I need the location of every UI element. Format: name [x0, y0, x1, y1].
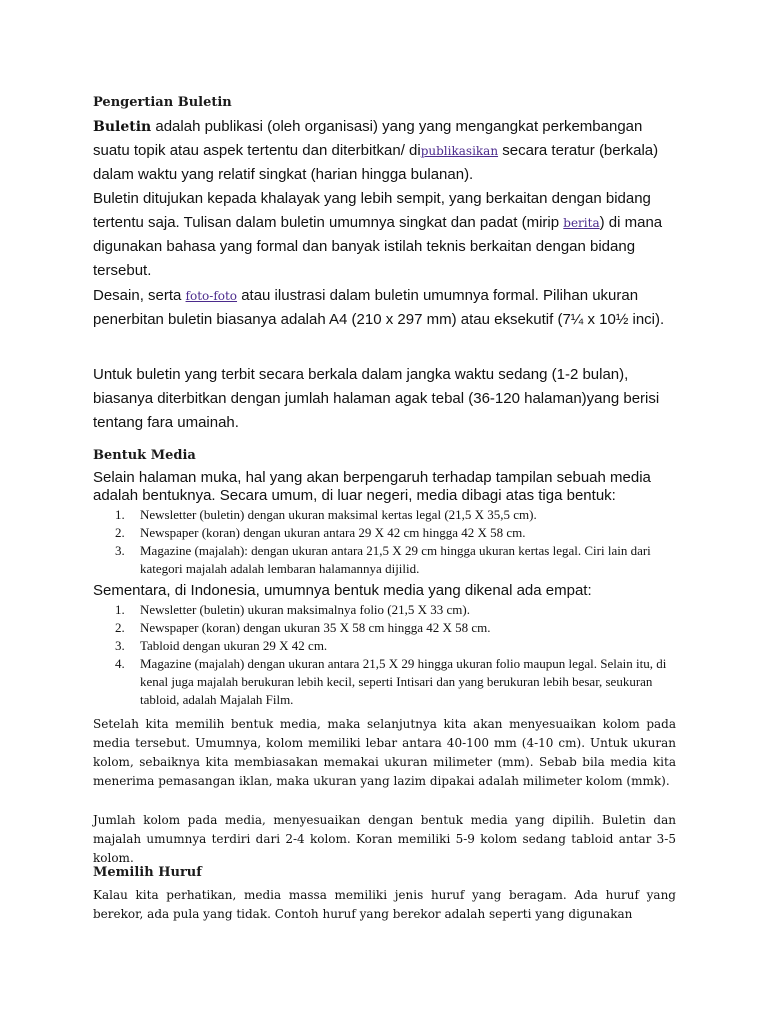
list-item [93, 524, 683, 542]
list-item [93, 619, 683, 637]
list-number: 1. [115, 602, 125, 617]
list-text: Tabloid dengan ukuran 29 X 42 cm. [140, 638, 328, 653]
heading-memilih-huruf: Memilih Huruf [93, 865, 202, 880]
heading-pengertian-buletin: Pengertian Buletin [93, 95, 232, 110]
link-berita[interactable]: berita [563, 216, 600, 230]
paragraph-kolom-media: Setelah kita memilih bentuk media, maka selanjutnya kita akan menyesuaikan kolom pada media tersebut. Umumnya, kolom memiliki lebar antara 40-100 mm (4-10 cm). Untuk ukuran kolom, sebaiknya kita membiasakan memakai ukuran milimeter (mm). Sebab bila media kita menerima pemasangan iklan, maka ukuran yang lazim dipakai adalah milimeter kolom (mmk). [93, 717, 676, 788]
list-number: 3. [115, 543, 125, 558]
text: adalah publikasi (oleh organisasi) yang yang mengangkat perkembangan suatu topik atau aspek tertentu dan diterbitkan/ di [93, 118, 643, 159]
list-number: 4. [115, 656, 125, 671]
list-text: Newsletter (buletin) dengan ukuran maksimal kertas legal (21,5 X 35,5 cm). [140, 507, 537, 522]
link-foto-foto[interactable]: foto-foto [185, 289, 238, 303]
paragraph-bentuk-intro: Selain halaman muka, hal yang akan berpengaruh terhadap tampilan sebuah media adalah bentuknya. Secara umum, di luar negeri, media dibagi atas tiga bentuk: [93, 469, 651, 504]
list-item [93, 542, 683, 578]
list-media-indonesia [93, 601, 683, 709]
list-item [93, 506, 683, 524]
paragraph-buletin-definition [93, 115, 683, 187]
text: atau ilustrasi dalam buletin umumnya formal. Pilihan ukuran penerbitan buletin biasanya adalah A4 (210 x 297 mm) atau eksekutif (7¼ x 10½ inci). [93, 287, 665, 328]
heading-bentuk-media: Bentuk Media [93, 448, 196, 463]
text: Buletin ditujukan kepada khalayak yang lebih sempit, yang berkaitan dengan bidang tertentu saja. Tulisan dalam buletin umumnya singkat dan padat (mirip [93, 190, 651, 231]
paragraph-buletin-design [93, 284, 683, 332]
list-text: Magazine (majalah) dengan ukuran antara 21,5 X 29 hingga ukuran folio maupun legal. Selain itu, di kenal juga majalah berukuran lebih kecil, seperti Intisari dan yang berukuran lebih besar, seukuran tabloid, adalah Majalah Film. [140, 656, 667, 707]
text: secara teratur (berkala) dalam waktu yang relatif singkat (harian hingga bulanan). [93, 142, 659, 183]
list-text: Newsletter (buletin) ukuran maksimalnya folio (21,5 X 33 cm). [140, 602, 470, 617]
list-item [93, 637, 683, 655]
paragraph-memilih-huruf: Kalau kita perhatikan, media massa memiliki jenis huruf yang beragam. Ada huruf yang berekor, ada pula yang tidak. Contoh huruf yang berekor adalah seperti yang digunakan [93, 888, 676, 921]
list-text: Newspaper (koran) dengan ukuran 35 X 58 cm hingga 42 X 58 cm. [140, 620, 491, 635]
paragraph-jumlah-kolom: Jumlah kolom pada media, menyesuaikan dengan bentuk media yang dipilih. Buletin dan majalah umumnya terdiri dari 2-4 kolom. Koran memiliki 5-9 kolom sedang tabloid antar 3-5 kolom. [93, 813, 676, 865]
list-item [93, 601, 683, 619]
list-number: 2. [115, 620, 125, 635]
list-media-international [93, 506, 683, 578]
list-number: 2. [115, 525, 125, 540]
list-number: 3. [115, 638, 125, 653]
paragraph-buletin-audience [93, 187, 683, 283]
link-publikasikan[interactable]: publikasikan [420, 144, 499, 158]
text: ) di mana digunakan bahasa yang formal dan banyak istilah teknis berkaitan dengan bidang tersebut. [93, 214, 663, 279]
paragraph-buletin-periodic: Untuk buletin yang terbit secara berkala dalam jangka waktu sedang (1-2 bulan), biasanya diterbitkan dengan jumlah halaman agak tebal (36-120 halaman)yang berisi tentang fara umainah. [93, 366, 660, 431]
paragraph-bentuk-indonesia: Sementara, di Indonesia, umumnya bentuk media yang dikenal ada empat: [93, 582, 592, 599]
list-number: 1. [115, 507, 125, 522]
list-text: Magazine (majalah): dengan ukuran antara 21,5 X 29 cm hingga ukuran kertas legal. Ciri lain dari kategori majalah adalah lembaran halamannya dijilid. [140, 543, 651, 576]
bold-term: Buletin [93, 119, 152, 135]
text: Desain, serta [93, 287, 186, 304]
list-item [93, 655, 683, 709]
list-text: Newspaper (koran) dengan ukuran antara 29 X 42 cm hingga 42 X 58 cm. [140, 525, 526, 540]
